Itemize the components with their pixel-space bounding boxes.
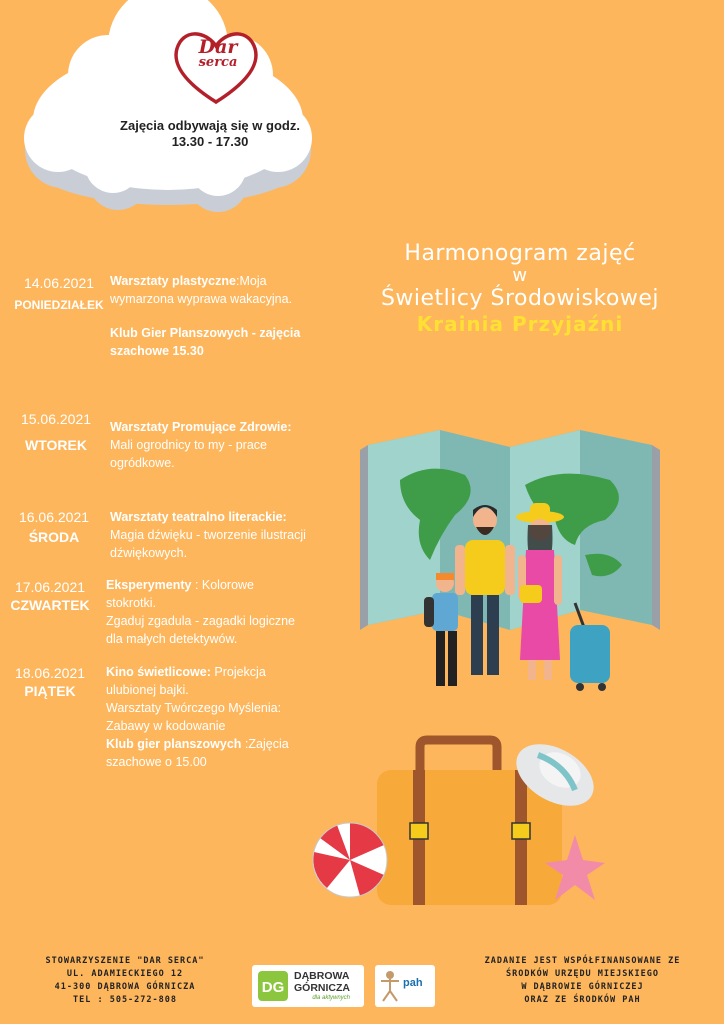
day-thursday-activities bbox=[106, 576, 306, 648]
day-wednesday-activities bbox=[110, 508, 310, 562]
activity-1 bbox=[106, 576, 306, 612]
activity-title: Eksperymenty bbox=[106, 578, 192, 592]
dar-serca-logo bbox=[168, 28, 264, 106]
footer-left-line-2: UL. ADAMIECKIEGO 12 bbox=[66, 969, 184, 979]
activity-2 bbox=[110, 324, 310, 360]
day-monday bbox=[13, 274, 105, 314]
footer-right-line-3: W DĄBROWIE GÓRNICZEJ bbox=[521, 982, 644, 992]
day-thursday bbox=[4, 578, 96, 614]
activity-2 bbox=[106, 612, 306, 648]
travel-family-illustration bbox=[360, 425, 660, 700]
day-tuesday bbox=[10, 410, 102, 454]
day-date: 14.06.2021 bbox=[23, 275, 95, 291]
logo-text-dar: Dar bbox=[198, 36, 238, 58]
activity-title: Warsztaty plastyczne bbox=[110, 274, 236, 288]
beach-items-illustration bbox=[305, 735, 605, 915]
activity-1 bbox=[110, 272, 310, 308]
day-weekday: CZWARTEK bbox=[10, 597, 90, 613]
hours-line-2: 13.30 - 17.30 bbox=[171, 134, 249, 149]
activity-text: : Kolorowe stokrotki. bbox=[106, 578, 254, 610]
logo-text-serca: serca bbox=[198, 55, 238, 70]
activity-text: :Zajęcia szachowe o 15.00 bbox=[106, 737, 289, 769]
activity-1 bbox=[110, 508, 310, 562]
hours-info bbox=[95, 118, 325, 150]
activity-title: Klub Gier Planszowych - zajęcia szachowe 15.30 bbox=[110, 326, 301, 358]
dg-name-line-2: GÓRNICZA bbox=[294, 982, 350, 994]
pah-logo bbox=[375, 965, 435, 1007]
pah-text: pah bbox=[403, 977, 423, 989]
activity-text: Magia dźwięku - tworzenie ilustracji dźwiękowych. bbox=[110, 528, 306, 560]
day-weekday: ŚRODA bbox=[28, 529, 80, 545]
dg-emblem-icon bbox=[256, 969, 290, 1003]
footer-funding bbox=[455, 955, 710, 1007]
footer-right-line-4: ORAZ ZE ŚRODKÓW PAH bbox=[524, 995, 641, 1005]
day-tuesday-activities bbox=[110, 418, 310, 472]
day-friday-activities bbox=[106, 663, 306, 771]
footer-left-line-4: TEL : 505-272-808 bbox=[73, 995, 177, 1005]
activity-1 bbox=[106, 663, 306, 699]
day-weekday: PIĄTEK bbox=[24, 683, 76, 699]
title-line-2: w bbox=[512, 265, 528, 286]
footer-right-line-1: ZADANIE JEST WSPÓŁFINANSOWANE ZE bbox=[484, 956, 681, 966]
day-date: 18.06.2021 bbox=[14, 665, 86, 681]
activity-text: Mali ogrodnicy to my - prace ogródkowe. bbox=[110, 438, 268, 470]
activity-title: Warsztaty Promujące Zdrowie: bbox=[110, 420, 292, 434]
dg-name-line-1: DĄBROWA bbox=[294, 970, 350, 982]
activity-2 bbox=[106, 699, 306, 735]
dabrowa-gornicza-logo bbox=[252, 965, 364, 1007]
title-line-3: Świetlicy Środowiskowej bbox=[380, 286, 660, 311]
activity-1 bbox=[110, 418, 310, 472]
activity-text: Projekcja ulubionej bajki. bbox=[106, 665, 266, 697]
activity-text: :Moja wymarzona wyprawa wakacyjna. bbox=[110, 274, 293, 306]
schedule-title bbox=[340, 240, 700, 336]
footer-left-line-1: STOWARZYSZENIE "DAR SERCA" bbox=[45, 956, 205, 966]
svg-text:DG: DG bbox=[261, 979, 285, 996]
day-weekday: WTOREK bbox=[25, 437, 87, 453]
footer-association bbox=[20, 955, 230, 1007]
day-date: 17.06.2021 bbox=[14, 579, 86, 595]
dg-tagline: dla aktywnych bbox=[312, 995, 350, 1001]
activity-title: Klub gier planszowych bbox=[106, 737, 242, 751]
day-monday-activities bbox=[110, 272, 310, 360]
activity-text: Zgaduj zgadula - zagadki logiczne dla małych detektywów. bbox=[106, 614, 296, 646]
footer-right-line-2: ŚRODKÓW URZĘDU MIEJSKIEGO bbox=[506, 969, 659, 979]
day-weekday: PONIEDZIAŁEK bbox=[14, 298, 104, 312]
activity-3 bbox=[106, 735, 306, 771]
activity-title: Warsztaty teatralno literackie: bbox=[110, 510, 287, 524]
activity-text: Warsztaty Twórczego Myślenia: Zabawy w kodowanie bbox=[106, 701, 282, 733]
day-date: 16.06.2021 bbox=[18, 509, 90, 525]
title-line-1: Harmonogram zajęć bbox=[404, 241, 636, 266]
day-date: 15.06.2021 bbox=[20, 411, 92, 427]
day-friday bbox=[4, 664, 96, 700]
activity-title: Kino świetlicowe: bbox=[106, 665, 211, 679]
title-line-4: Krainia Przyjaźni bbox=[416, 312, 624, 336]
day-wednesday bbox=[8, 508, 100, 546]
footer-left-line-3: 41-300 DĄBROWA GÓRNICZA bbox=[54, 982, 196, 992]
vitruvian-figure-icon bbox=[379, 969, 401, 1003]
hours-line-1: Zajęcia odbywają się w godz. bbox=[120, 118, 300, 133]
